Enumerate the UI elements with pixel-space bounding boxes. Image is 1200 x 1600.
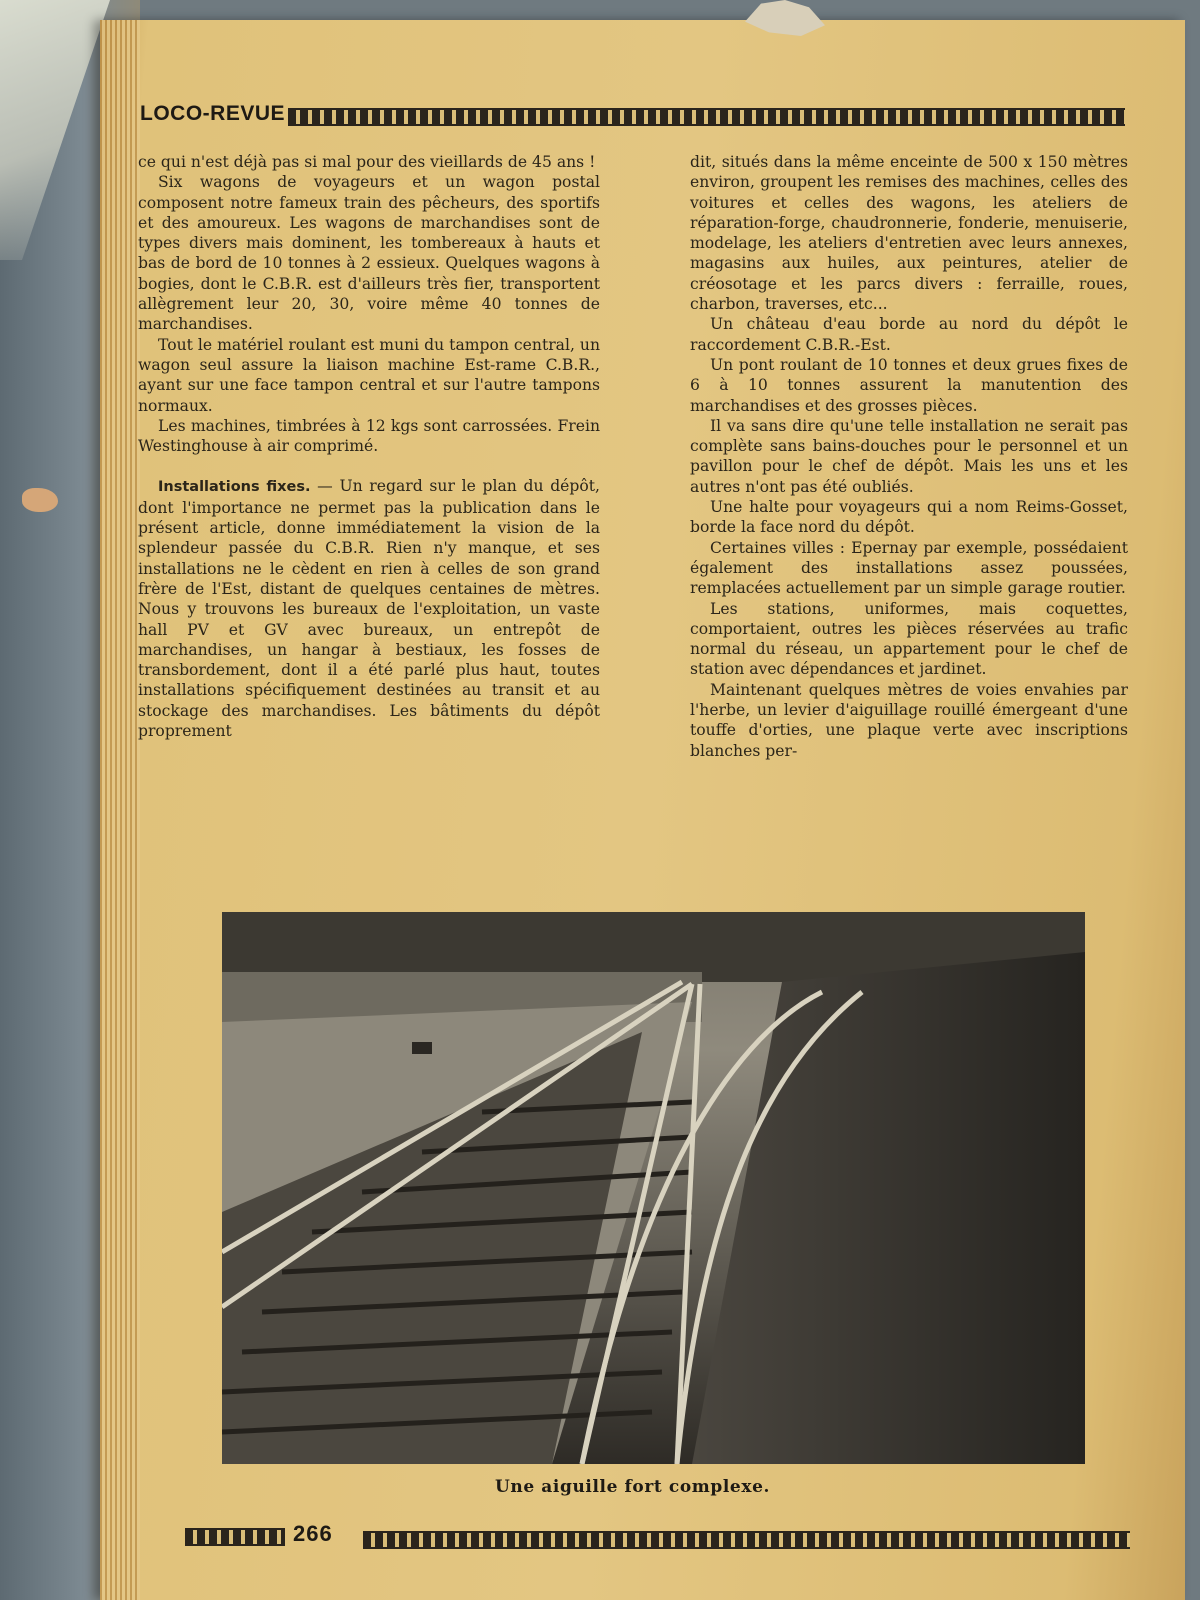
paragraph: Un château d'eau borde au nord du dépôt le raccordement C.B.R.-Est. bbox=[690, 315, 1128, 354]
running-header bbox=[140, 98, 1125, 132]
figure-caption: Une aiguille fort complexe. bbox=[494, 1477, 771, 1497]
page-number: 266 bbox=[293, 1521, 333, 1546]
photo-illustration bbox=[222, 912, 1085, 1464]
paragraph: Six wagons de voyageurs et un wagon postal composent notre fameux train des pêcheurs, des sportifs et des amoureux. Les wagons de marchandises sont de types divers mais dominent, les tombereaux à hauts et bas de bord de 10 tonnes à 2 essieux. Quelques wagons à bogies, dont le C.B.R. est d'ailleurs très fier, transportent allègrement leur 20, 30, voire même 40 tonnes de marchandises. bbox=[138, 173, 600, 334]
page-stack-edge bbox=[100, 20, 140, 1600]
paragraph: Les stations, uniformes, mais coquettes, comportaient, outres les pièces réservées au trafic normal du réseau, un appartement pour le chef de station avec dépendances et jardinet. bbox=[690, 599, 1128, 679]
paragraph: Maintenant quelques mètres de voies envahies par l'herbe, un levier d'aiguillage rouillé émergeant d'une touffe d'orties, une plaque verte avec inscriptions blanches per- bbox=[690, 680, 1128, 760]
paper-scrap bbox=[22, 488, 58, 512]
right-column bbox=[690, 152, 1128, 761]
paragraph-text: — Un regard sur le plan du dépôt, dont l'importance ne permet pas la publication dans le présent article, donne immédiatement la vision de la splendeur passée du C.B.R. Rien n'y manque, et ses installations ne le cèdent en rien à celles de son grand frère de l'Est, distant de quelques centaines de mètres. Nous y trouvons les bureaux de l'exploitation, un vaste hall PV et GV avec bureaux, un entrepôt de marchandises, un hangar à bestiaux, les fosses de transbordement, dont il a été parlé plus haut, toutes installations spécifiquement destinées au transit et au stockage des marchandises. Les bâtiments du dépôt proprement bbox=[138, 477, 601, 741]
footer-rule-right bbox=[363, 1531, 1130, 1549]
footer-rule-left bbox=[185, 1528, 285, 1546]
section-runin-heading: Installations fixes. bbox=[158, 479, 311, 496]
paragraph: Un pont roulant de 10 tonnes et deux grues fixes de 6 à 10 tonnes assurent la manutention des marchandises et des grosses pièces. bbox=[690, 355, 1128, 415]
paragraph: Tout le matériel roulant est muni du tampon central, un wagon seul assure la liaison machine Est-rame C.B.R., ayant sur une face tampon central et sur l'autre tampons normaux. bbox=[138, 335, 600, 415]
paragraph: Il va sans dire qu'une telle installation ne serait pas complète sans bains-douches pour le personnel et un pavillon pour le chef de dépôt. Mais les uns et les autres n'ont pas été oubliés. bbox=[690, 416, 1128, 496]
paragraph: Les machines, timbrées à 12 kgs sont carrossées. Frein Westinghouse à air comprimé. bbox=[138, 416, 600, 456]
magazine-title: LOCO-REVUE bbox=[140, 102, 286, 125]
paragraph: ce qui n'est déjà pas si mal pour des vieillards de 45 ans ! bbox=[138, 153, 596, 171]
paragraph: dit, situés dans la même enceinte de 500 x 150 mètres environ, groupent les remises des machines, celles des voitures et celles des wagons, les ateliers de réparation-forge, chaudronnerie, fonderie, menuiserie, modelage, les ateliers d'entretien avec leurs annexes, magasins aux huiles, aux peintures, atelier de créosotage et les parcs divers : ferraille, roues, charbon, traverses, etc... bbox=[690, 153, 1128, 314]
paragraph-installations bbox=[138, 476, 600, 741]
header-rule bbox=[288, 108, 1125, 126]
paragraph: Une halte pour voyageurs qui a nom Reims-Gosset, borde la face nord du dépôt. bbox=[690, 498, 1128, 537]
railway-switch-photo bbox=[222, 912, 1085, 1464]
paragraph: Certaines villes : Epernay par exemple, possédaient également des installations assez poussées, remplacées actuellement par un simple garage routier. bbox=[690, 538, 1128, 598]
left-column bbox=[138, 152, 600, 741]
page-footer bbox=[185, 1523, 1130, 1549]
